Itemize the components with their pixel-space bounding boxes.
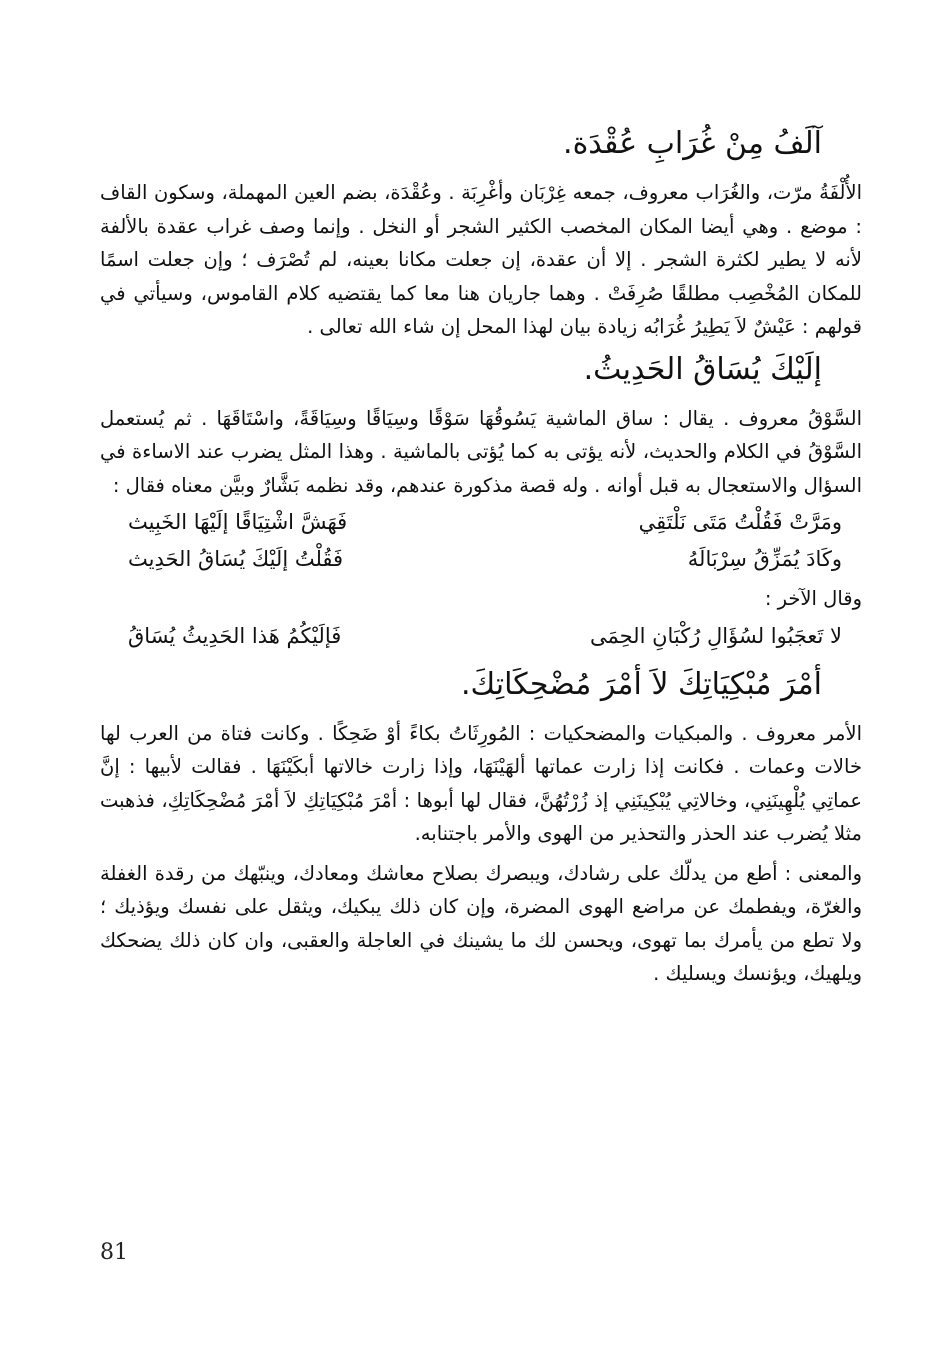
page-body — [100, 118, 862, 991]
verse-hemistich-right: وكَادَ يُمَزِّقُ سِرْبَالَهُ — [687, 547, 842, 571]
verse-hemistich-left: فَهَشَّ اشْتِيَاقًا إلَيْهَا الخَبِيث — [128, 510, 348, 534]
paragraph-3: الأمر معروف . والمبكيات والمضحكيات : المُورِثَاتُ بكاءً أوْ ضَحِكًا . وكانت فتاة من العرب لها خالات وعمات . فكانت إذا زارت عماتها ألهَيْنَهَا، وإذا زارت خالاتها أبكَيْنَهَا . فقالت لأبيها : إنَّ عماتِي يُلْهِينَنِي، وخالاتِي يُبْكِينَنِي إذ زُرْتُهُنَّ، فقال لها أبوها : أمْرَ مُبْكِيَاتِكِ لاَ أمْرَ مُضْحِكَاتِكِ، فذهبت مثلا يُضرب عند الحذر والتحذير من الهوى والأمر باجتنابه. — [100, 721, 862, 845]
proverb-heading-3: أمْرَ مُبْكِيَاتِكَ لاَ أمْرَ مُضْحِكَاتِكَ. — [460, 666, 822, 702]
paragraph-said-other: وقال الآخر : — [764, 587, 862, 610]
verse-block-other — [100, 618, 862, 655]
verse-hemistich-left: فَقُلْتُ إلَيْكَ يُسَاقُ الحَدِيث — [128, 547, 344, 571]
verse-block-bashar — [100, 504, 862, 578]
verse-hemistich-left: فَإلَيْكُمُ هَذا الحَدِيثُ يُسَاقُ — [128, 623, 342, 648]
paragraph-4: والمعنى : أطع من يدلّك على رشادك، ويبصرك بصلاح معاشك ومعادك، وينبّهك من رقدة الغفلة والغرّة، ويفطمك عن مراضع الهوى المضرة، وإن كان ذلك يبكيك، ويثقل على نفسك ويؤذيك ؛ ولا تطع من يأمرك بما تهوى، ويحسن لك ما يشينك في العاجلة والعقبى، وان كان ذلك يضحكك ويلهيك، ويؤنسك ويسليك . — [100, 861, 862, 985]
verse-hemistich-right: لا تَعجَبُوا لسُؤَالِ رُكْبَانِ الحِمَى — [589, 623, 842, 648]
page-number: 81 — [100, 1240, 128, 1265]
proverb-heading-1: آلَفُ مِنْ غُرَابِ عُقْدَة. — [563, 126, 822, 161]
proverb-heading-2: إلَيْكَ يُسَاقُ الحَدِيثُ. — [583, 351, 822, 387]
verse-line-3 — [100, 618, 862, 655]
verse-line-2 — [100, 541, 862, 578]
paragraph-2: السَّوْقُ معروف . يقال : ساق الماشية يَسُوقُهَا سَوْقًا وسِيَاقًا وسِيَاقَةً، واسْتَاقَهَا . ثم يُستعمل السَّوْقُ في الكلام والحديث، لأنه يؤتى به كما يُؤتى بالماشية . وهذا المثل يضرب عند الاساءة في السؤال والاستعجال به قبل أوانه . وله قصة مذكورة عندهم، وقد نظمه بَشَّارٌ وبيَّن معناه فقال : — [100, 406, 862, 497]
paragraph-1: الأُلْفَةُ مرّت، والغُرَاب معروف، جمعه غِرْبَان وأغْرِبَة . وعُقْدَة، بضم العين المهملة، وسكون القاف : موضع . وهي أيضا المكان المخصب الكثير الشجر أو النخل . وإنما وصف غراب عقدة بالألفة لأنه لا يطير لكثرة الشجر . إلا أن عقدة، إن جعلت مكانا بعينه، لم تُصْرَف ؛ وإن جعلت اسمًا للمكان المُخْصِب مطلقًا صُرِفَتْ . وهما جاريان هنا معا كما يقتضيه كلام القاموس، وسيأتي في قولهم : عَيْشٌ لاَ يَطِيرُ غُرَابُه زيادة بيان لهذا المحل إن شاء الله تعالى . — [100, 181, 862, 338]
verse-line-1 — [100, 504, 862, 541]
verse-hemistich-right: ومَرَّتْ فَقُلْتُ مَتَى نَلْتَقِي — [638, 510, 842, 534]
